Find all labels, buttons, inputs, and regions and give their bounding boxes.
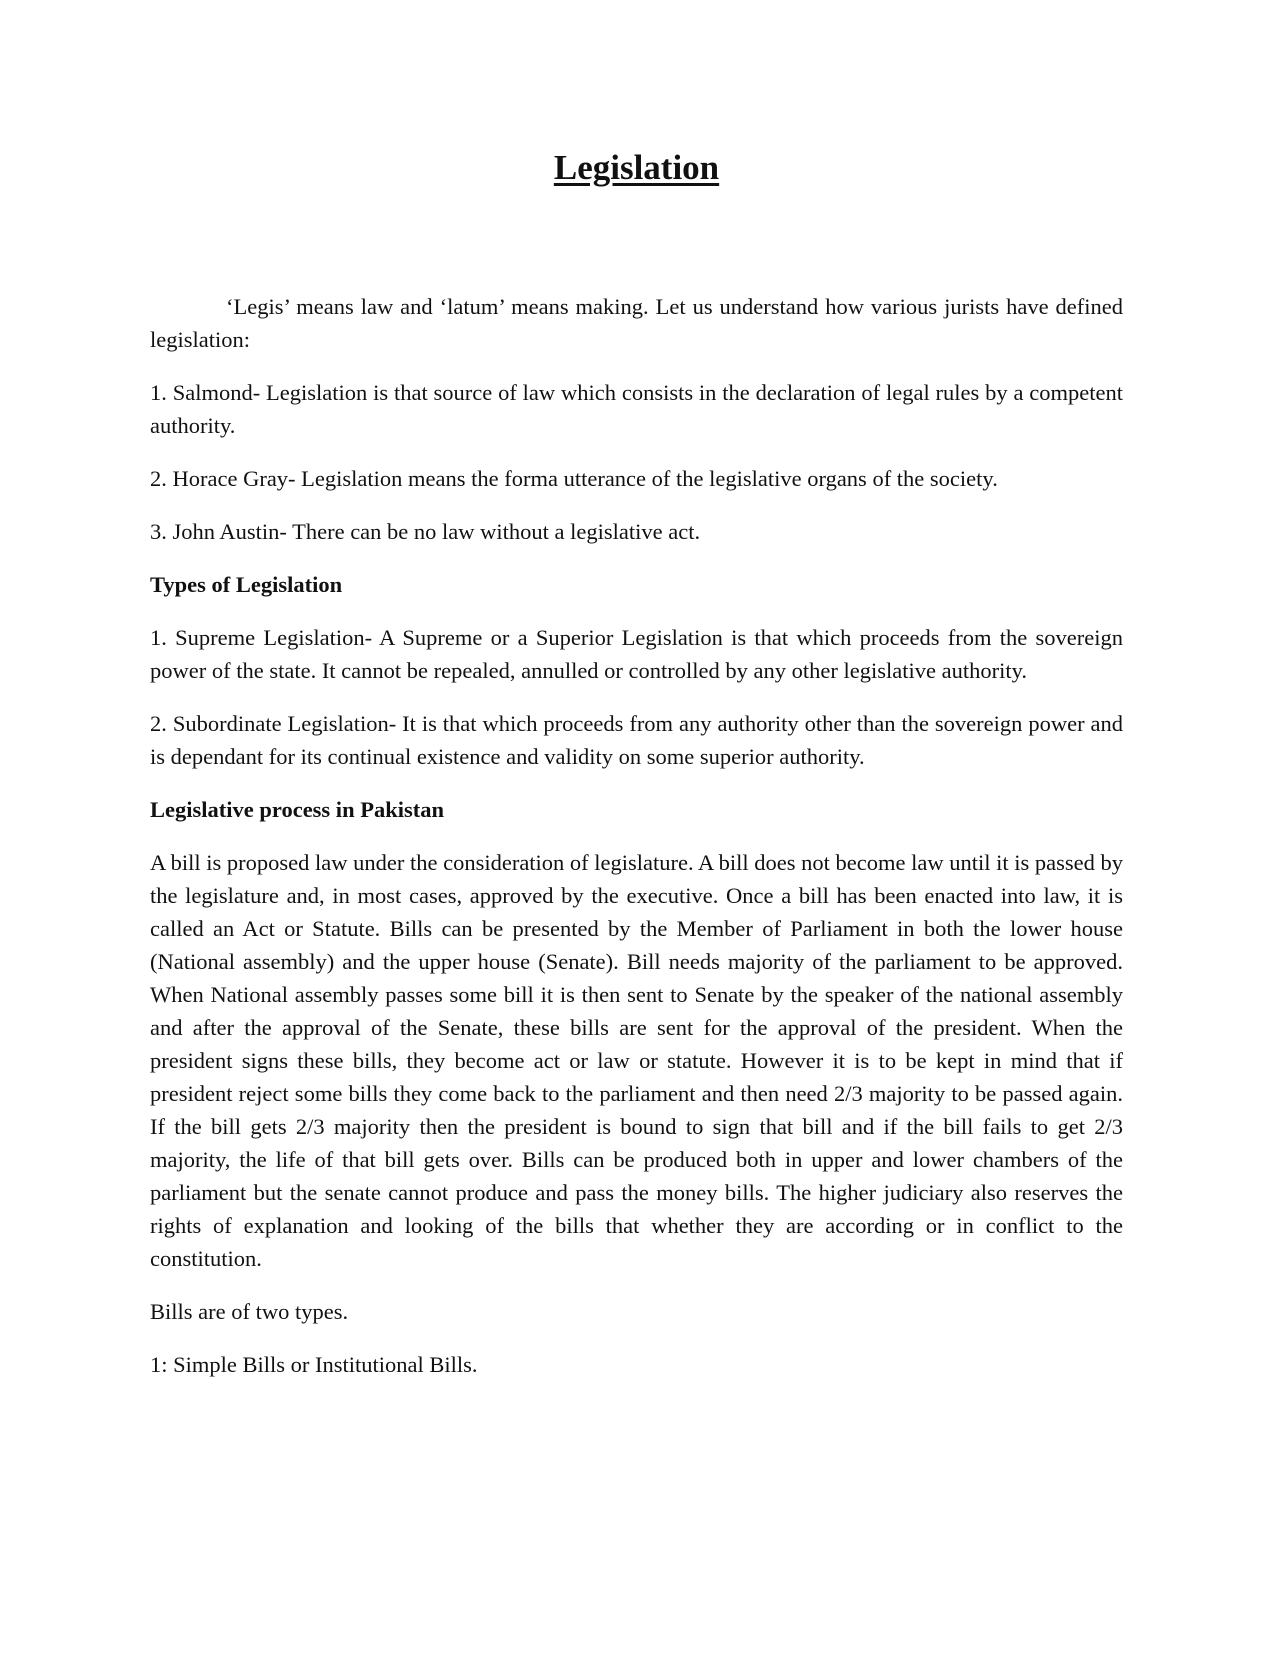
intro-paragraph: ‘Legis’ means law and ‘latum’ means making. Let us understand how various jurists have defined legislation: [150, 294, 1123, 352]
page-title: Legislation [553, 148, 720, 187]
bill-type-1: 1: Simple Bills or Institutional Bills. [150, 1352, 478, 1377]
document-body [150, 290, 1123, 1401]
definition-john-austin: 3. John Austin- There can be no law without a legislative act. [150, 519, 701, 544]
type-supreme-legislation: 1. Supreme Legislation- A Supreme or a Superior Legislation is that which proceeds from the sovereign power of the state. It cannot be repealed, annulled or controlled by any other legislative authority. [150, 625, 1123, 683]
bill-types-intro: Bills are of two types. [150, 1299, 349, 1324]
definition-salmond: 1. Salmond- Legislation is that source of law which consists in the declaration of legal rules by a competent authority. [150, 380, 1123, 438]
type-subordinate-legislation: 2. Subordinate Legislation- It is that which proceeds from any authority other than the sovereign power and is dependant for its continual existence and validity on some superior authority. [150, 711, 1123, 769]
process-heading: Legislative process in Pakistan [150, 797, 444, 822]
definition-horace-gray: 2. Horace Gray- Legislation means the forma utterance of the legislative organs of the society. [150, 466, 998, 491]
types-heading: Types of Legislation [150, 572, 343, 597]
process-paragraph: A bill is proposed law under the consideration of legislature. A bill does not become law until it is passed by the legislature and, in most cases, approved by the executive. Once a bill has been enacted into law, it is called an Act or Statute. Bills can be presented by the Member of Parliament in both the lower house (National assembly) and the upper house (Senate). Bill needs majority of the parliament to be approved. When National assembly passes some bill it is then sent to Senate by the speaker of the national assembly and after the approval of the Senate, these bills are sent for the approval of the president. When the president signs these bills, they become act or law or statute. However it is to be kept in mind that if president reject some bills they come back to the parliament and then need 2/3 majority to be passed again. If the bill gets 2/3 majority then the president is bound to sign that bill and if the bill fails to get 2/3 majority, the life of that bill gets over. Bills can be produced both in upper and lower chambers of the parliament but the senate cannot produce and pass the money bills. The higher judiciary also reserves the rights of explanation and looking of the bills that whether they are according or in conflict to the constitution. [150, 850, 1123, 1271]
